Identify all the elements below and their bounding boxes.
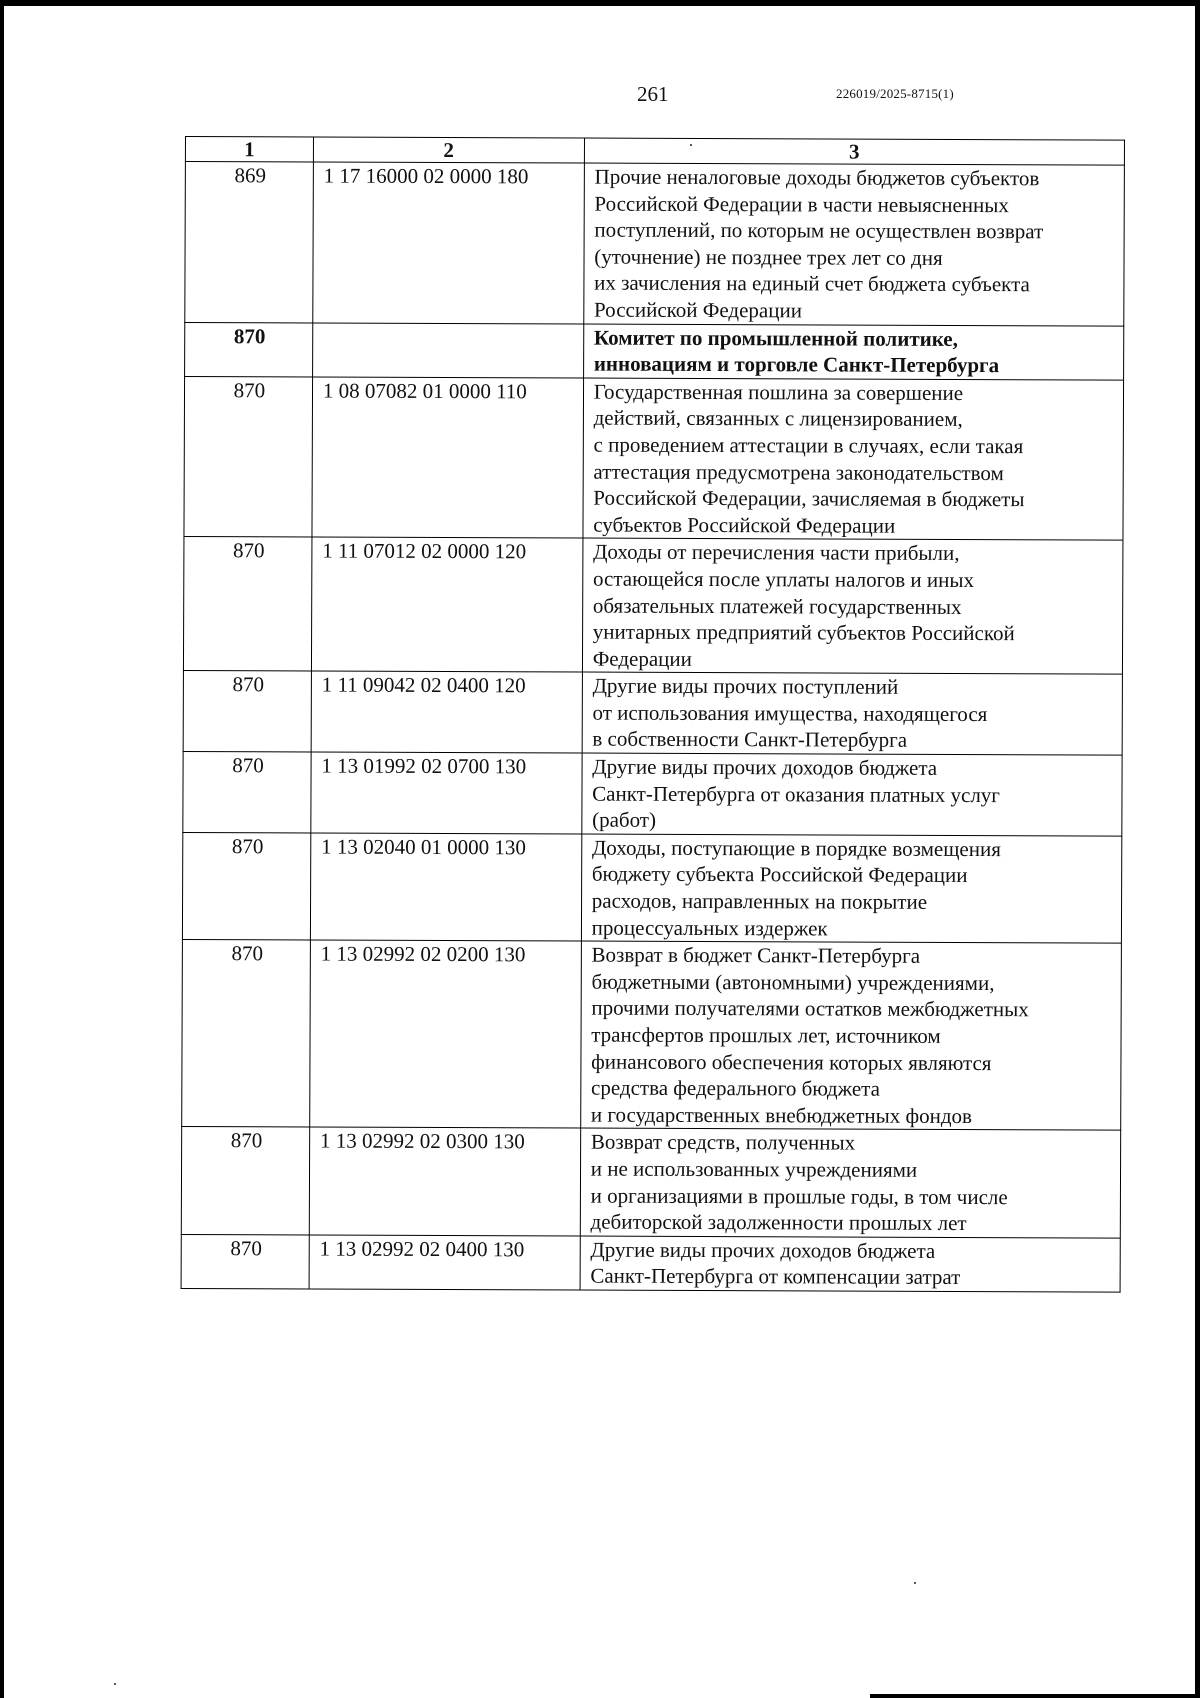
scan-border	[0, 0, 4, 1698]
scan-border	[870, 1694, 1200, 1698]
page-number: 261	[637, 82, 669, 106]
document-number: 226019/2025-8715(1)	[836, 86, 954, 101]
section-title-cell: Комитет по промышленной политике, инновациям и торговле Санкт-Петербурга	[583, 324, 1123, 380]
column-header: 1	[185, 137, 313, 162]
table-row	[181, 1127, 1120, 1238]
description-cell: Прочие неналоговые доходы бюджетов субъектов Российской Федерации в части невыясненных поступлений, по которым не осуществлен возврат (уточнение) не позднее трех лет со дня их зачисления на единый счет бюджета субъекта Российской Федерации	[584, 163, 1125, 326]
table-header-row	[185, 137, 1124, 166]
table-row	[181, 1234, 1120, 1292]
admin-code-cell: 869	[185, 162, 313, 323]
description-cell: Государственная пошлина за совершение действий, связанных с лицензированием, с проведением аттестации в случаях, если такая аттестация предусмотрена законодательством Российской Федерации, зачисляемая в бюджеты субъектов Российской Федерации	[583, 378, 1124, 541]
scan-speck	[114, 1683, 116, 1685]
scan-speck	[690, 144, 692, 146]
admin-code-cell: 870	[183, 671, 311, 752]
revenue-code-cell: 1 11 09042 02 0400 120	[311, 671, 582, 753]
table-row	[182, 940, 1122, 1131]
table-row	[183, 671, 1122, 755]
revenue-code-cell: 1 13 02992 02 0300 130	[309, 1127, 580, 1235]
table-row	[183, 537, 1123, 675]
revenue-code-cell: 1 11 07012 02 0000 120	[311, 537, 582, 672]
description-cell: Другие виды прочих доходов бюджета Санкт-Петербурга от оказания платных услуг (работ)	[582, 753, 1123, 836]
admin-code-cell: 870	[182, 940, 311, 1128]
table-row	[183, 752, 1122, 836]
table-row-section-header	[185, 322, 1124, 380]
admin-code-cell: 870	[183, 537, 311, 671]
admin-code-cell: 870	[184, 376, 312, 537]
scan-border	[0, 0, 1200, 6]
scan-speck	[914, 1582, 916, 1584]
description-cell: Другие виды прочих поступлений от использования имущества, находящегося в собственности Санкт-Петербурга	[582, 672, 1123, 755]
table-row	[185, 162, 1125, 326]
description-cell: Возврат в бюджет Санкт-Петербурга бюджетными (автономными) учреждениями, прочими получателями остатков межбюджетных трансфертов прошлых лет, источником финансового обеспечения которых являются средства федерального бюджета и государственных внебюджетных фондов	[580, 941, 1121, 1130]
admin-code-cell: 870	[185, 322, 313, 377]
admin-code-cell: 870	[182, 832, 310, 940]
admin-code-cell: 870	[181, 1127, 309, 1235]
revenue-code-cell	[312, 323, 583, 378]
admin-code-cell: 870	[183, 752, 311, 833]
description-cell: Доходы от перечисления части прибыли, остающейся после уплаты налогов и иных обязательных платежей государственных унитарных предприятий субъектов Российской Федерации	[582, 538, 1123, 674]
description-cell: Возврат средств, полученных и не использованных учреждениями и организациями в прошлые годы, в том числе дебиторской задолженности прошлых лет	[580, 1128, 1121, 1237]
scan-border	[1195, 0, 1200, 1698]
column-header: 3	[584, 138, 1124, 165]
description-cell: Доходы, поступающие в порядке возмещения бюджету субъекта Российской Федерации расходов, направленных на покрытие процессуальных издержек	[581, 834, 1122, 943]
table-row	[184, 376, 1124, 540]
revenue-codes-table	[181, 136, 1125, 1293]
revenue-code-cell: 1 17 16000 02 0000 180	[313, 162, 585, 324]
revenue-code-cell: 1 13 01992 02 0700 130	[311, 752, 582, 834]
revenue-code-cell: 1 08 07082 01 0000 110	[312, 377, 584, 539]
description-cell: Другие виды прочих доходов бюджета Санкт-Петербурга от компенсации затрат	[580, 1236, 1120, 1292]
column-header: 2	[313, 137, 584, 163]
revenue-code-cell: 1 13 02992 02 0200 130	[310, 940, 582, 1128]
revenue-code-cell: 1 13 02040 01 0000 130	[310, 833, 581, 941]
revenue-code-cell: 1 13 02992 02 0400 130	[309, 1235, 580, 1290]
table-row	[182, 832, 1121, 943]
admin-code-cell: 870	[181, 1234, 309, 1289]
